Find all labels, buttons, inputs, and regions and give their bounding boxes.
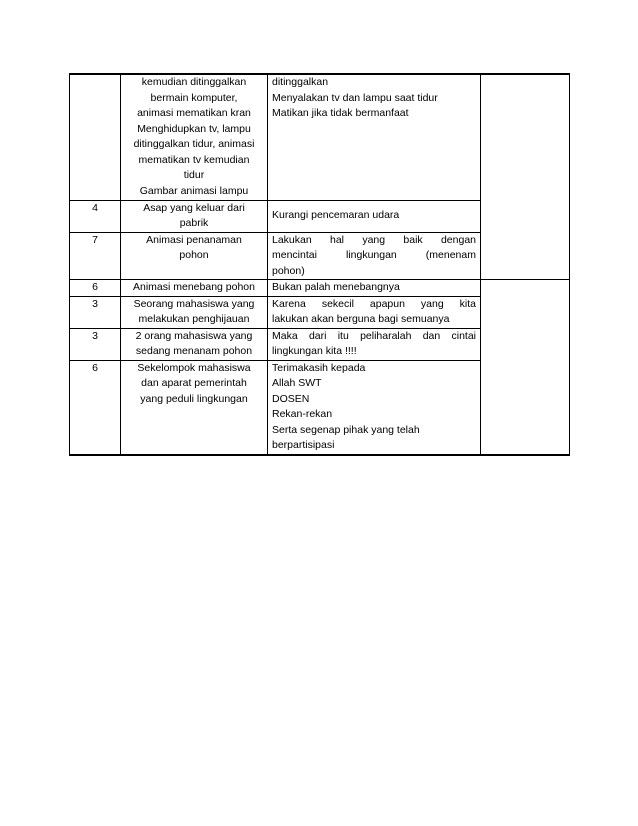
scene-cell: 3 bbox=[70, 296, 121, 328]
visual-cell: Animasi menebang pohon bbox=[121, 280, 268, 297]
table-row bbox=[70, 74, 570, 200]
scene-cell: 6 bbox=[70, 280, 121, 297]
narration-cell: Lakukan hal yang baik dengan mencintai lingkungan (menenam pohon) bbox=[268, 232, 481, 280]
scene-cell: 7 bbox=[70, 232, 121, 280]
visual-cell: Sekelompok mahasiswa dan aparat pemerintah yang peduli lingkungan bbox=[121, 360, 268, 455]
narration-cell: Kurangi pencemaran udara bbox=[268, 200, 481, 232]
narration-cell: Karena sekecil apapun yang kita lakukan akan berguna bagi semuanya bbox=[268, 296, 481, 328]
visual-cell: Asap yang keluar dari pabrik bbox=[121, 200, 268, 232]
narration-cell: Maka dari itu peliharalah dan cintai lingkungan kita !!!! bbox=[268, 328, 481, 360]
narration-cell: Bukan palah menebangnya bbox=[268, 280, 481, 297]
visual-cell: kemudian ditinggalkan bermain komputer, animasi mematikan kran Menghidupkan tv, lampu ditinggalkan tidur, animasi mematikan tv kemudian tidur Gambar animasi lampu bbox=[121, 74, 268, 200]
notes-cell bbox=[481, 74, 570, 280]
visual-cell: Seorang mahasiswa yang melakukan penghijauan bbox=[121, 296, 268, 328]
visual-cell: Animasi penanaman pohon bbox=[121, 232, 268, 280]
narration-cell: ditinggalkan Menyalakan tv dan lampu saat tidur Matikan jika tidak bermanfaat bbox=[268, 74, 481, 200]
scene-cell: 3 bbox=[70, 328, 121, 360]
scene-cell: 4 bbox=[70, 200, 121, 232]
scene-cell: 6 bbox=[70, 360, 121, 455]
table-row bbox=[70, 280, 570, 297]
narration-cell: Terimakasih kepada Allah SWT DOSEN Rekan-rekan Serta segenap pihak yang telah berpartisipasi bbox=[268, 360, 481, 455]
notes-cell bbox=[481, 280, 570, 455]
visual-cell: 2 orang mahasiswa yang sedang menanam pohon bbox=[121, 328, 268, 360]
storyboard-table bbox=[69, 73, 570, 456]
scene-cell bbox=[70, 74, 121, 200]
